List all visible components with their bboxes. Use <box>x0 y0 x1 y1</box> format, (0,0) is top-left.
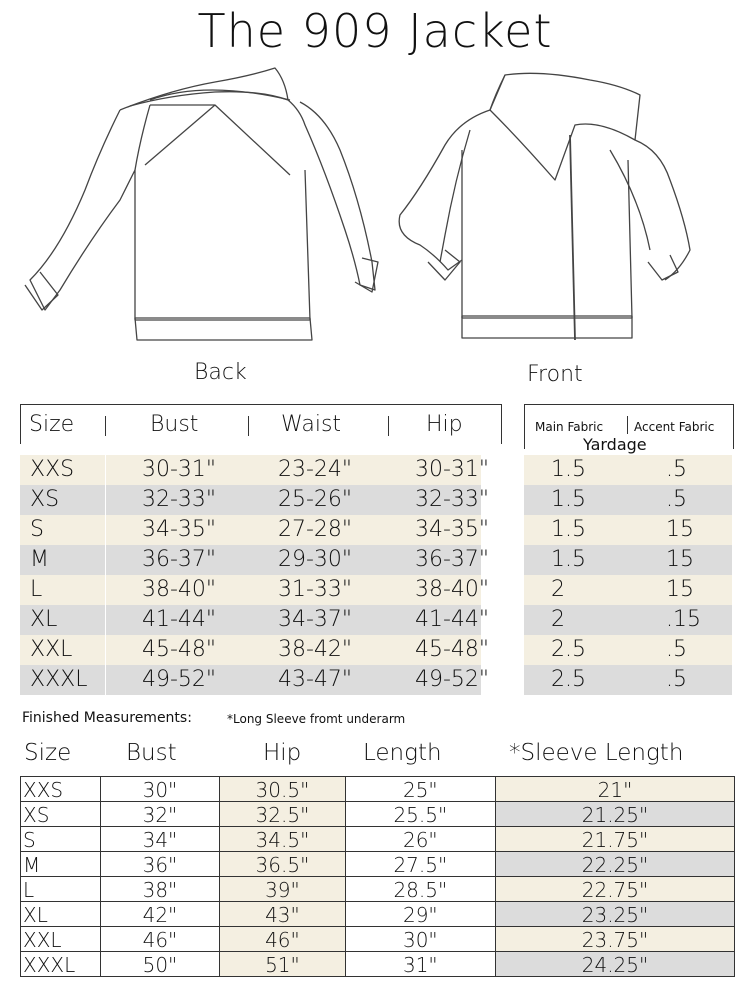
size-cell: XXXL <box>21 952 101 977</box>
length-cell: 25.5" <box>346 802 496 827</box>
finished-header-size: Size <box>24 740 72 766</box>
back-label: Back <box>194 360 247 385</box>
waist-cell: 34-37" <box>278 607 353 632</box>
finished-row <box>21 877 735 902</box>
size-cell: XXL <box>30 637 73 662</box>
main-fabric-cell: 1.5 <box>551 457 586 482</box>
sizing-row <box>20 665 732 695</box>
accent-fabric-cell: .5 <box>666 487 687 512</box>
size-cell: XS <box>21 802 101 827</box>
hip-cell: 36.5" <box>220 852 345 877</box>
size-cell: XXS <box>21 777 101 802</box>
front-label: Front <box>527 362 583 387</box>
main-fabric-cell: 1.5 <box>551 517 586 542</box>
bust-cell: 36-37" <box>142 547 217 572</box>
main-fabric-cell: 1.5 <box>551 487 586 512</box>
accent-fabric-cell: 15 <box>666 547 694 572</box>
size-cell: S <box>30 517 44 542</box>
bust-cell: 30" <box>101 777 221 802</box>
finished-row <box>21 852 735 877</box>
finished-header-length: Length <box>363 740 442 766</box>
hip-cell: 34.5" <box>220 827 345 852</box>
bust-cell: 49-52" <box>142 667 217 692</box>
size-cell: XS <box>30 487 60 512</box>
waist-cell: 27-28" <box>278 517 353 542</box>
length-cell: 27.5" <box>346 852 496 877</box>
size-cell: L <box>21 877 101 902</box>
accent-fabric-cell: .5 <box>666 637 687 662</box>
hip-cell: 43" <box>220 902 345 927</box>
header-main-fabric: Main Fabric <box>535 420 604 434</box>
finished-header-hip: Hip <box>263 740 302 766</box>
header-hip: Hip <box>426 412 463 437</box>
hip-cell: 36-37" <box>415 547 490 572</box>
sleeve-length-cell: 21.75" <box>496 827 735 852</box>
bust-cell: 50" <box>101 952 221 977</box>
sizing-row <box>20 635 732 665</box>
bust-cell: 42" <box>101 902 221 927</box>
sizing-row <box>20 455 732 485</box>
sizing-row <box>20 545 732 575</box>
length-cell: 26" <box>346 827 496 852</box>
bust-cell: 30-31" <box>142 457 217 482</box>
bust-cell: 45-48" <box>142 637 217 662</box>
finished-row <box>21 952 735 977</box>
sizing-row <box>20 575 732 605</box>
waist-cell: 29-30" <box>278 547 353 572</box>
waist-cell: 43-47" <box>278 667 353 692</box>
sizing-row <box>20 605 732 635</box>
hip-cell: 49-52" <box>415 667 490 692</box>
accent-fabric-cell: 15 <box>666 517 694 542</box>
waist-cell: 25-26" <box>278 487 353 512</box>
page-title: The 909 Jacket <box>197 4 553 58</box>
size-cell: XXS <box>30 457 75 482</box>
size-cell: M <box>30 547 49 572</box>
hip-cell: 41-44" <box>415 607 490 632</box>
waist-cell: 31-33" <box>278 577 353 602</box>
bust-cell: 36" <box>101 852 221 877</box>
size-cell: S <box>21 827 101 852</box>
header-bust: Bust <box>150 412 199 437</box>
bust-cell: 46" <box>101 927 221 952</box>
accent-fabric-cell: .5 <box>666 457 687 482</box>
main-fabric-cell: 2.5 <box>551 667 586 692</box>
waist-cell: 23-24" <box>278 457 353 482</box>
size-cell: L <box>30 577 43 602</box>
hip-cell: 38-40" <box>415 577 490 602</box>
accent-fabric-cell: .5 <box>666 667 687 692</box>
bust-cell: 38-40" <box>142 577 217 602</box>
jacket-back-drawing <box>25 68 378 340</box>
finished-measurements-table <box>20 776 735 977</box>
hip-cell: 30-31" <box>415 457 490 482</box>
sleeve-length-cell: 24.25" <box>496 952 735 977</box>
header-accent-fabric: Accent Fabric <box>634 420 715 434</box>
jacket-illustrations <box>0 60 750 360</box>
hip-cell: 46" <box>220 927 345 952</box>
bust-cell: 34-35" <box>142 517 217 542</box>
hip-cell: 34-35" <box>415 517 490 542</box>
length-cell: 28.5" <box>346 877 496 902</box>
sleeve-length-cell: 22.25" <box>496 852 735 877</box>
hip-cell: 32.5" <box>220 802 345 827</box>
sleeve-note: *Long Sleeve fromt underarm <box>227 712 406 726</box>
finished-row <box>21 777 735 802</box>
bust-cell: 34" <box>101 827 221 852</box>
finished-row <box>21 902 735 927</box>
finished-header-bust: Bust <box>126 740 177 766</box>
sleeve-length-cell: 23.25" <box>496 902 735 927</box>
finished-measurements-title: Finished Measurements: <box>22 710 192 726</box>
jacket-front-drawing <box>399 73 690 340</box>
waist-cell: 38-42" <box>278 637 353 662</box>
sizing-table <box>20 455 732 695</box>
bust-cell: 38" <box>101 877 221 902</box>
sleeve-length-cell: 22.75" <box>496 877 735 902</box>
header-size: Size <box>29 412 75 437</box>
hip-cell: 39" <box>220 877 345 902</box>
sleeve-length-cell: 21" <box>496 777 735 802</box>
main-fabric-cell: 2 <box>551 577 565 602</box>
hip-cell: 45-48" <box>415 637 490 662</box>
finished-row <box>21 802 735 827</box>
size-cell: XL <box>21 902 101 927</box>
hip-cell: 32-33" <box>415 487 490 512</box>
sleeve-length-cell: 23.75" <box>496 927 735 952</box>
main-fabric-cell: 2.5 <box>551 637 586 662</box>
finished-row <box>21 827 735 852</box>
bust-cell: 32" <box>101 802 221 827</box>
accent-fabric-cell: .15 <box>666 607 701 632</box>
header-waist: Waist <box>281 412 342 437</box>
length-cell: 31" <box>346 952 496 977</box>
bust-cell: 32-33" <box>142 487 217 512</box>
size-cell: XL <box>30 607 58 632</box>
size-cell: M <box>21 852 101 877</box>
hip-cell: 51" <box>220 952 345 977</box>
sizing-row <box>20 485 732 515</box>
sizing-row <box>20 515 732 545</box>
finished-row <box>21 927 735 952</box>
main-fabric-cell: 1.5 <box>551 547 586 572</box>
hip-cell: 30.5" <box>220 777 345 802</box>
length-cell: 29" <box>346 902 496 927</box>
length-cell: 30" <box>346 927 496 952</box>
size-cell: XXXL <box>30 667 88 692</box>
main-fabric-cell: 2 <box>551 607 565 632</box>
length-cell: 25" <box>346 777 496 802</box>
finished-header-sleeve-length: *Sleeve Length <box>509 740 684 766</box>
size-cell: XXL <box>21 927 101 952</box>
header-yardage: Yardage <box>583 435 647 454</box>
accent-fabric-cell: 15 <box>666 577 694 602</box>
bust-cell: 41-44" <box>142 607 217 632</box>
sleeve-length-cell: 21.25" <box>496 802 735 827</box>
